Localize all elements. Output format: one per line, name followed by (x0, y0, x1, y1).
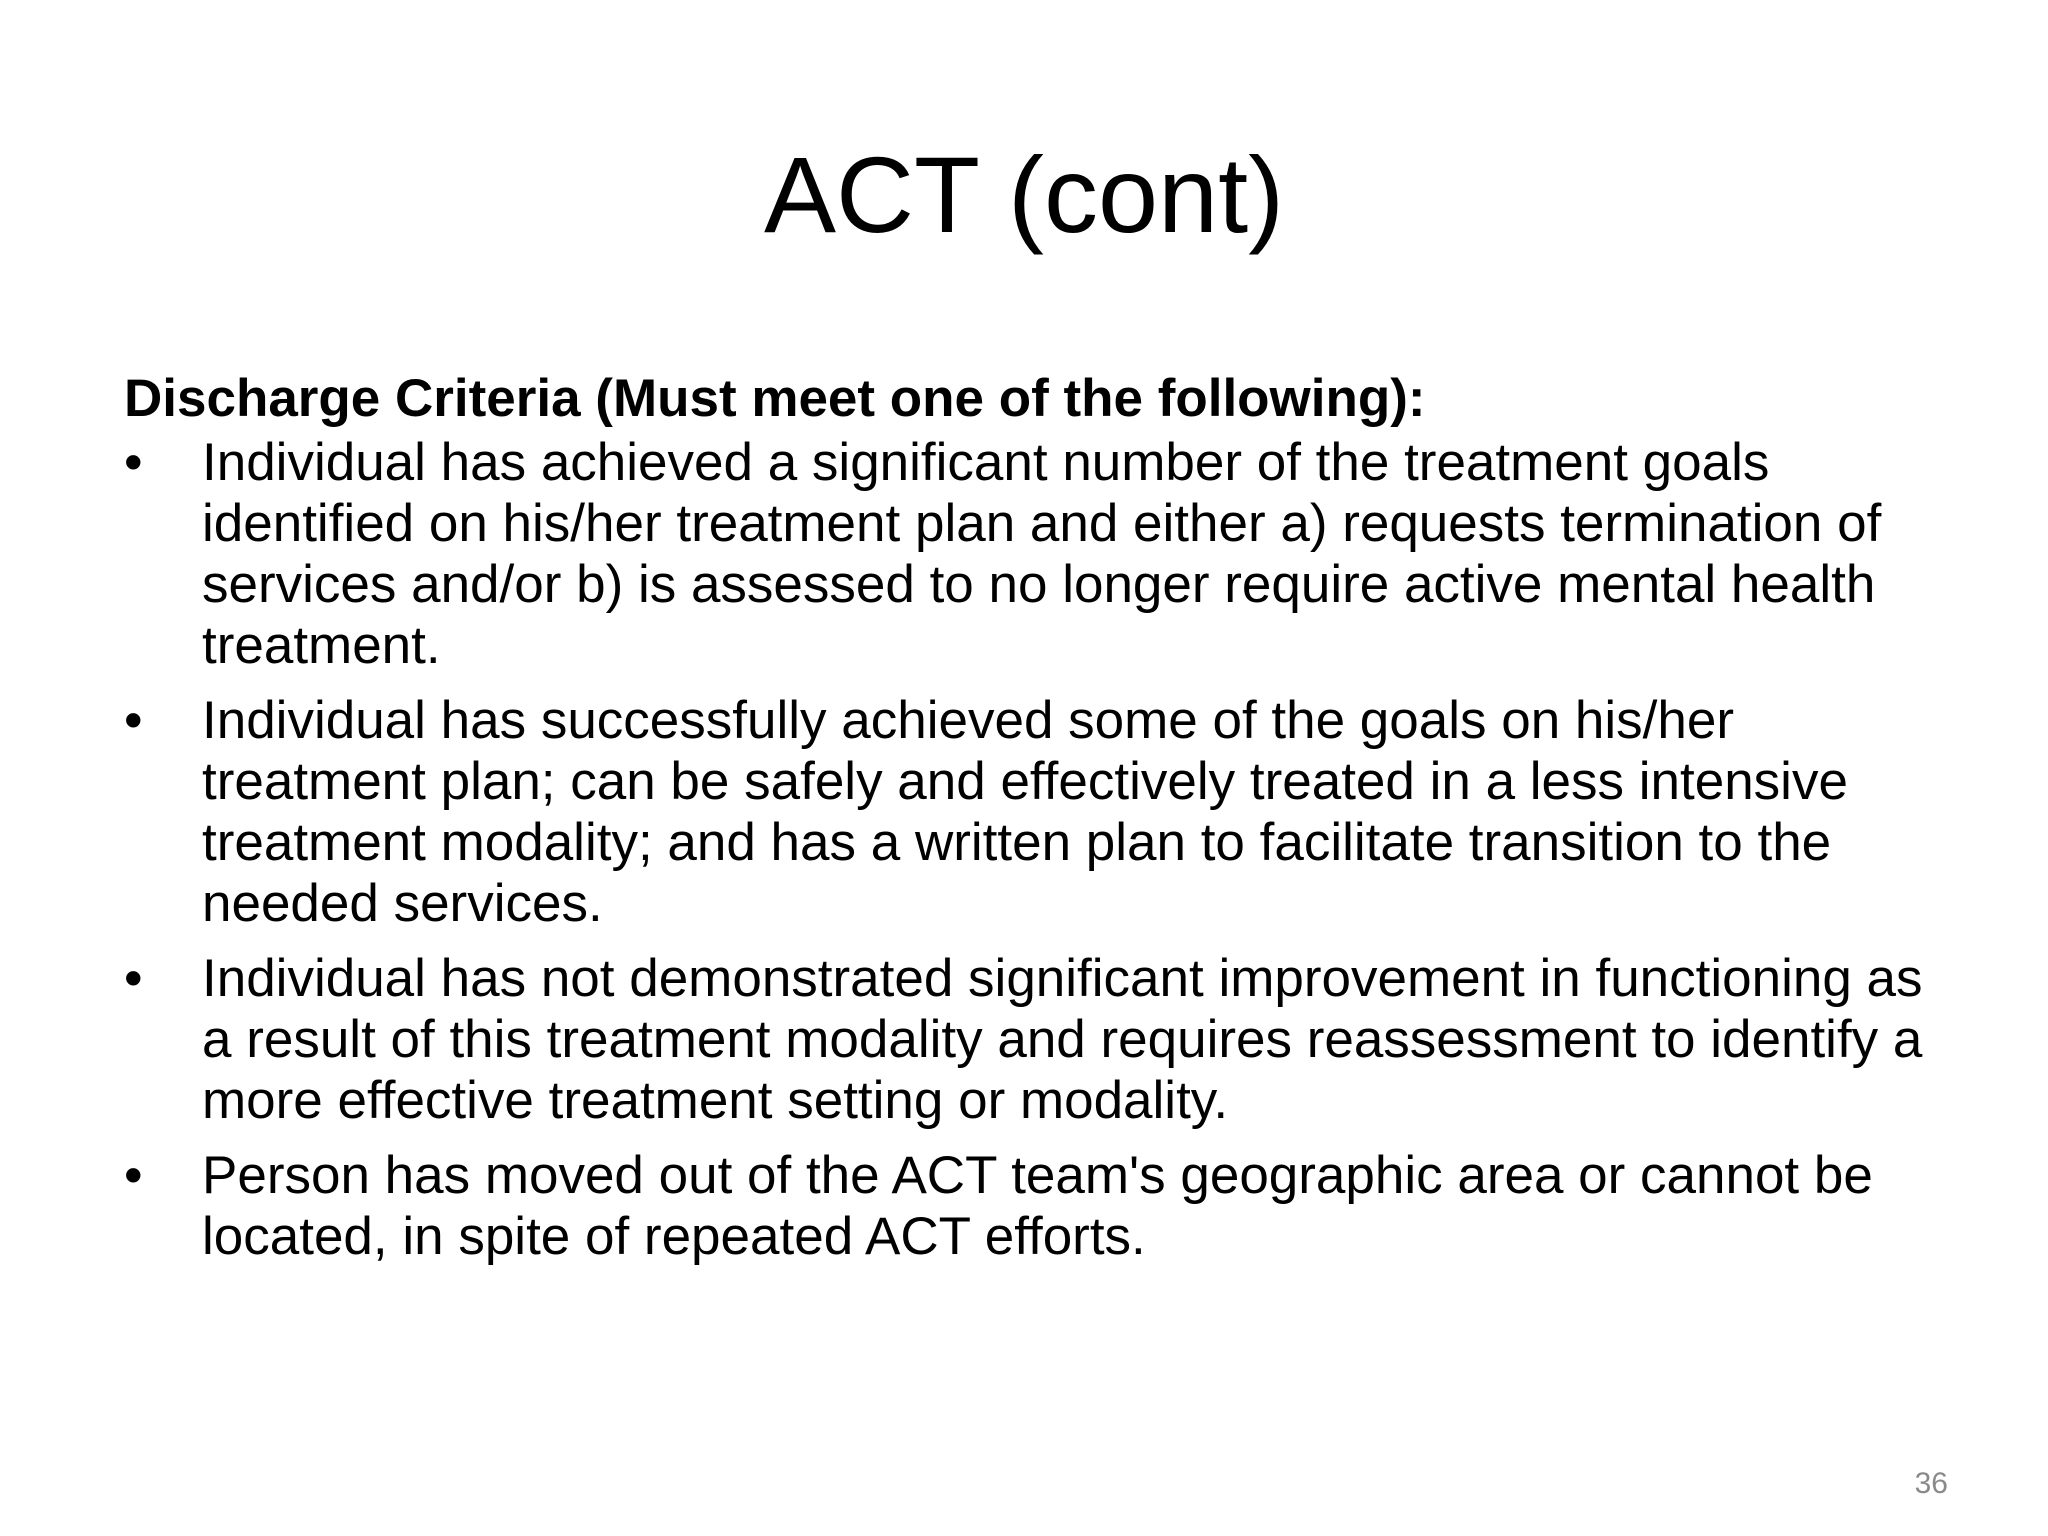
slide-content (124, 366, 1954, 1267)
list-item-text: Individual has successfully achieved some of the goals on his/her treatment plan; can be safely and effectively treated in a less intensive treatment modality; and has a written plan to facilitate transition to the needed services. (202, 691, 1848, 933)
bullet-icon: • (124, 1146, 143, 1205)
list-item (124, 1145, 1954, 1267)
bullet-list (124, 432, 1954, 1267)
list-item (124, 432, 1954, 676)
bullet-icon: • (124, 691, 143, 750)
slide-title: ACT (cont) (763, 134, 1285, 255)
section-heading: Discharge Criteria (Must meet one of the following): (124, 369, 1426, 428)
list-item (124, 948, 1954, 1131)
page-number: 36 (1914, 1467, 1948, 1500)
list-item-text: Individual has achieved a significant number of the treatment goals identified on his/her treatment plan and either a) requests termination of services and/or b) is assessed to no longer require active mental health treatment. (202, 433, 1882, 675)
list-item (124, 690, 1954, 934)
bullet-icon: • (124, 433, 143, 492)
bullet-icon: • (124, 949, 143, 1008)
list-item-text: Individual has not demonstrated significant improvement in functioning as a result of this treatment modality and requires reassessment to identify a more effective treatment setting or modality. (202, 949, 1923, 1130)
list-item-text: Person has moved out of the ACT team's geographic area or cannot be located, in spite of repeated ACT efforts. (202, 1146, 1873, 1266)
